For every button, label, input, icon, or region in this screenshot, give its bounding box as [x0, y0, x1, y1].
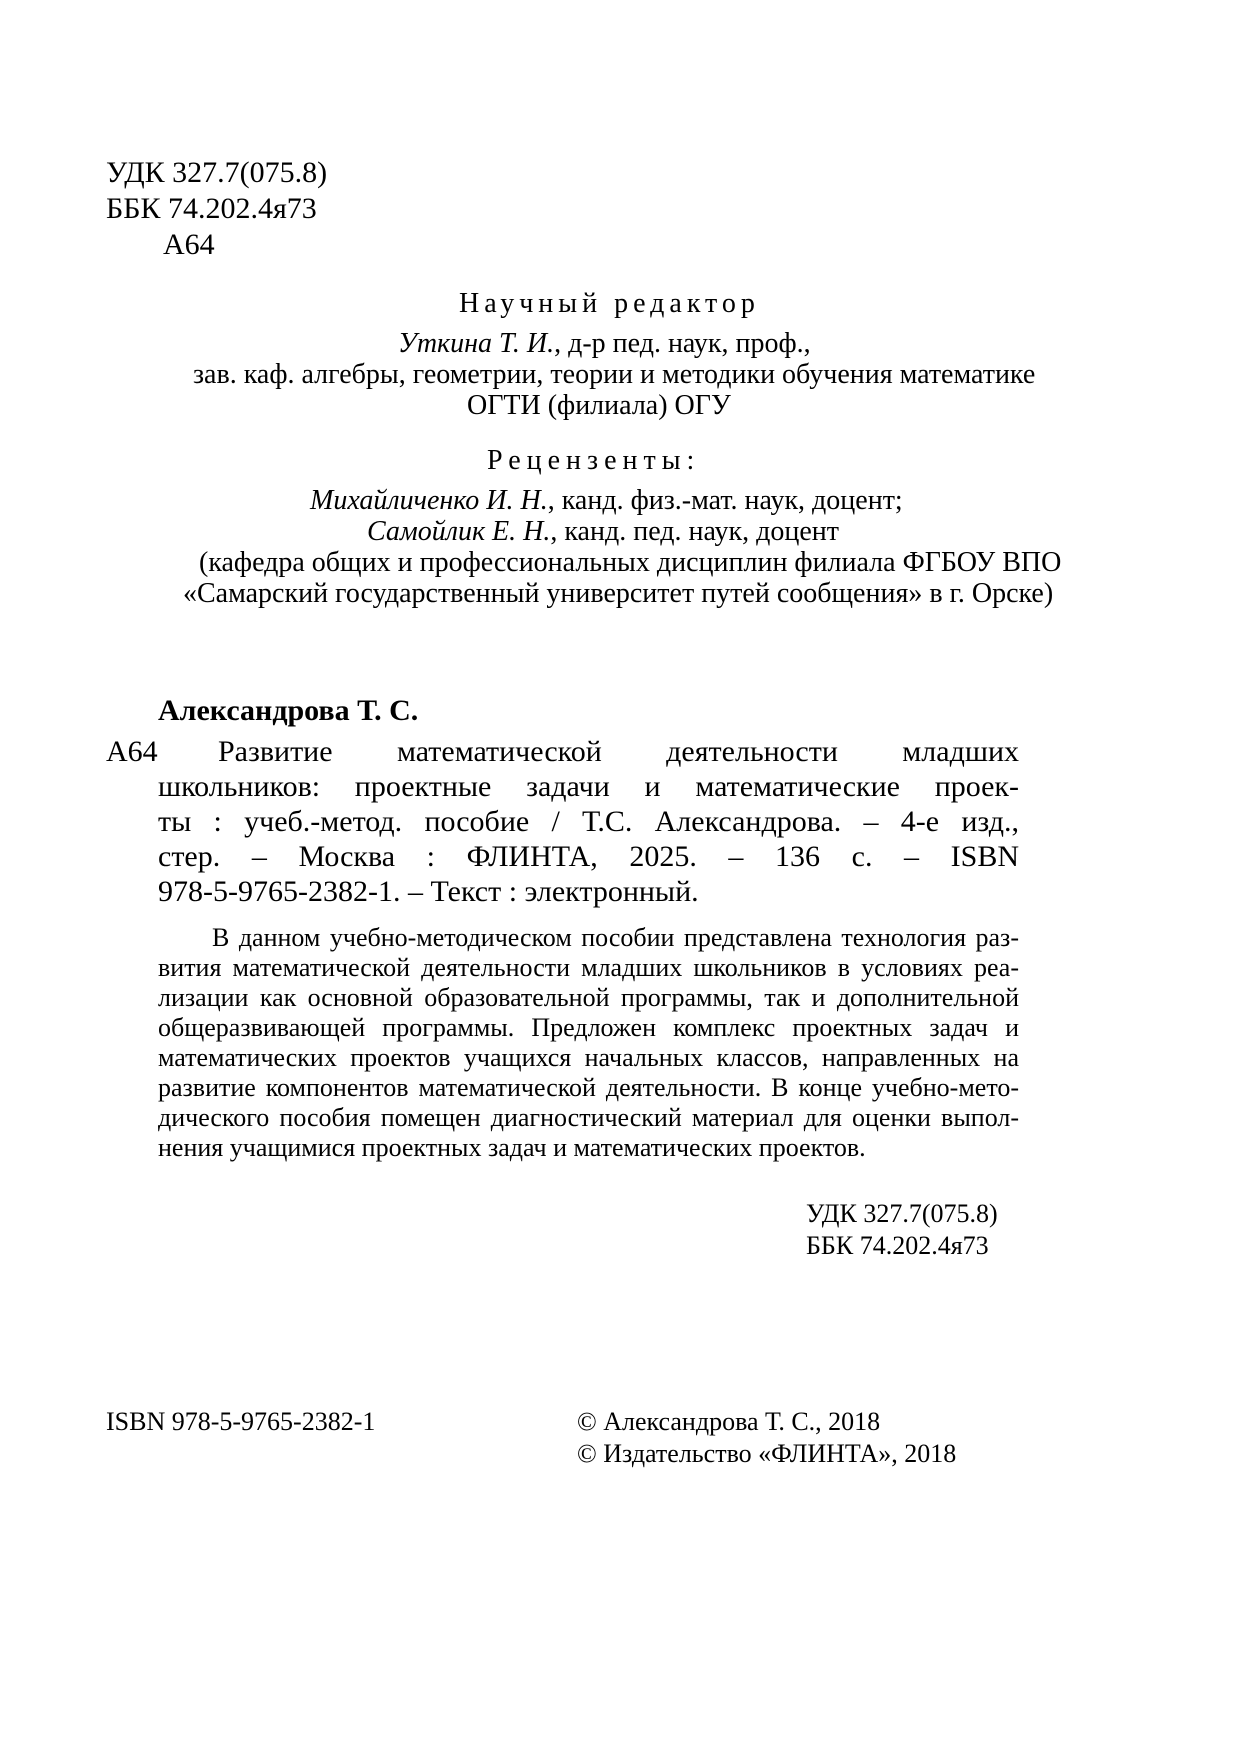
reviewers-affiliation-line-1: (кафедра общих и профессиональных дисциплин филиала ФГБОУ ВПО [199, 547, 1062, 578]
reviewer-1-degree: , канд. физ.-мат. наук, доцент; [547, 485, 903, 516]
annotation-line-1: В данном учебно-методическом пособии представлена технология раз- [212, 923, 1019, 952]
annotation-line-3: лизации как основной образовательной программы, так и дополнительной [158, 983, 1019, 1012]
annotation-line-7: дического пособия помещен диагностический материал для оценки выпол- [158, 1103, 1019, 1132]
annotation-line-2: вития математической деятельности младших школьников в условиях реа- [158, 953, 1019, 982]
reviewer-2 [367, 518, 839, 546]
bbk-code-top: ББК 74.202.4я73 [106, 192, 317, 225]
editor-organization: ОГТИ (филиала) ОГУ [467, 390, 731, 421]
copyright-author: © Александрова Т. С., 2018 [577, 1407, 881, 1436]
reviewer-1 [310, 487, 903, 515]
reviewer-2-degree: , канд. пед. наук, доцент [550, 516, 839, 547]
editor-name: Уткина Т. И. [398, 328, 555, 359]
bibliography-line-2: школьников: проектные задачи и математические проек- [158, 770, 1019, 803]
bibliography-line-4: стер. – Москва : ФЛИНТА, 2025. – 136 с. – ISBN [158, 840, 1019, 873]
bbk-code-bottom: ББК 74.202.4я73 [806, 1231, 989, 1260]
udk-code-top: УДК 327.7(075.8) [106, 156, 328, 189]
bibliography-mark: А64 [106, 735, 158, 768]
bibliography-author: Александрова Т. С. [158, 694, 419, 727]
copyright-publisher: © Издательство «ФЛИНТА», 2018 [577, 1439, 957, 1468]
annotation-line-4: общеразвивающей программы. Предложен комплекс проектных задач и [158, 1013, 1019, 1042]
reviewer-2-name: Самойлик Е. Н. [367, 516, 551, 547]
bibliography-line-5: 978-5-9765-2382-1. – Текст : электронный. [158, 875, 699, 908]
author-mark-top: А64 [163, 228, 215, 261]
annotation-line-6: развитие компонентов математической деятельности. В конце учебно-мето- [158, 1073, 1019, 1102]
editor-position: зав. каф. алгебры, геометрии, теории и методики обучения математике [193, 359, 1036, 390]
isbn: ISBN 978-5-9765-2382-1 [106, 1407, 376, 1436]
reviewer-1-name: Михайличенко И. Н. [310, 485, 548, 516]
udk-code-bottom: УДК 327.7(075.8) [806, 1199, 998, 1228]
annotation-line-8: нения учащимися проектных задач и математических проектов. [158, 1133, 866, 1162]
bibliography-line-3: ты : учеб.-метод. пособие / Т.С. Александрова. – 4-е изд., [158, 805, 1019, 838]
editor-heading: Научный редактор [459, 288, 760, 319]
reviewers-heading: Рецензенты: [487, 445, 701, 476]
reviewers-affiliation-line-2: «Самарский государственный университет путей сообщения» в г. Орске) [183, 578, 1054, 609]
editor-line [398, 330, 811, 358]
editor-degree: , д-р пед. наук, проф., [554, 328, 811, 359]
bibliography-line-1: Развитие математической деятельности младших [218, 735, 1019, 768]
annotation-line-5: математических проектов учащихся начальных классов, направленных на [158, 1043, 1019, 1072]
